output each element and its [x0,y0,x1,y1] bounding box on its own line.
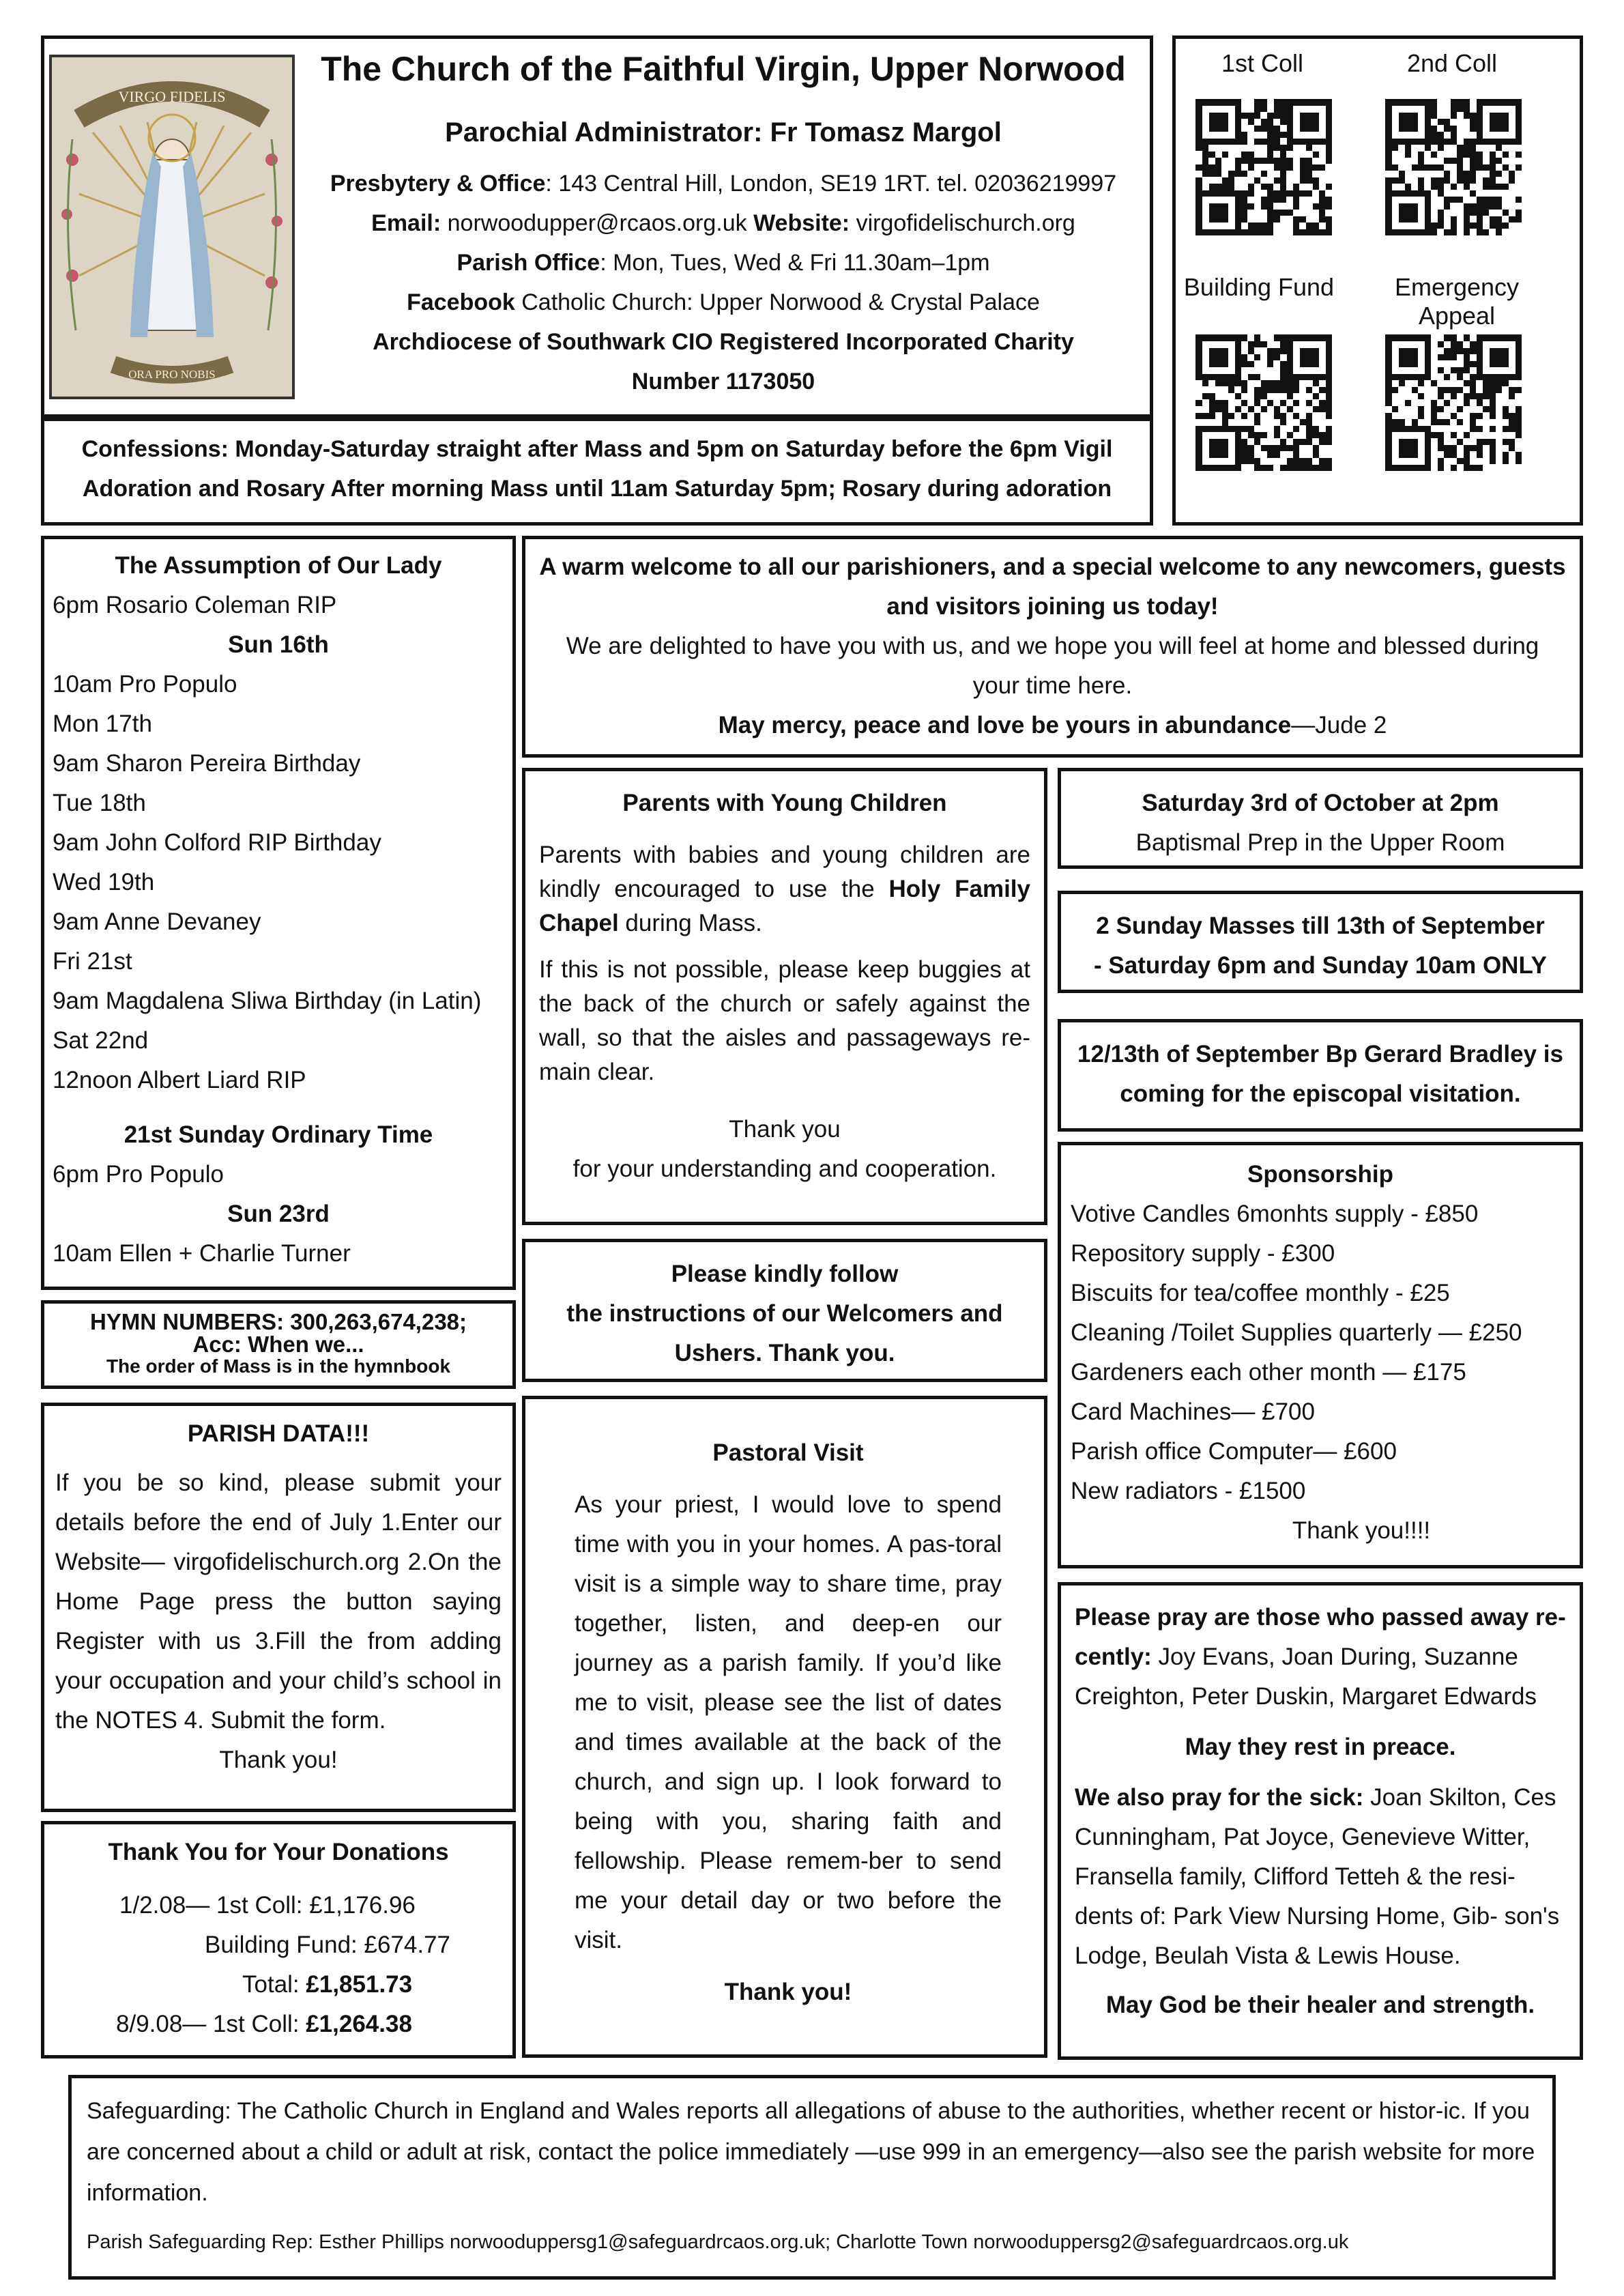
parish-data-box [41,1403,516,1812]
sponsorship-item: New radiators - £1500 [1071,1478,1306,1504]
mass-line: 9am Sharon Pereira Birthday [53,750,361,777]
email-link[interactable]: norwoodupper@rcaos.org.uk [441,210,754,236]
sponsorship-list [1071,1194,1570,1511]
mass-line: 10am Ellen + Charlie Turner [53,1240,351,1267]
mass-line: 9am John Colford RIP Birthday [53,829,381,856]
presbytery-line: Presbytery & Office: 143 Central Hill, London, SE19 1RT. tel. 02036219997 [330,171,1117,197]
deceased-list: Please pray are those who passed away re-cently: Joy Evans, Joan During, Suzanne Creighton, Peter Duskin, Margaret Edwards [1075,1604,1566,1710]
qr-label-emergency-appeal: Emergency Appeal [1394,273,1520,330]
church-title: The Church of the Faithful Virgin, Upper Norwood [321,50,1126,88]
welcomers-line-1: Please kindly follow [671,1261,899,1287]
welcomers-box [522,1239,1047,1382]
mass-line: 9am Magdalena Sliwa Birthday (in Latin) [53,988,482,1014]
welcome-box [522,536,1583,758]
welcome-line-1: A warm welcome to all our parishioners, and a special welcome to any newcomers, guests [539,554,1566,580]
madonna-illustration [52,57,292,397]
qr-code-emergency-appeal[interactable] [1385,334,1522,471]
mass-line: Mon 17th [53,711,152,737]
sunday-masses-line-1: 2 Sunday Masses till 13th of September [1096,913,1545,939]
mass-schedule-box [41,536,516,1290]
banner-top-text: VIRGO FIDELIS [118,88,226,105]
welcomers-line-3: Ushers. Thank you. [674,1340,895,1366]
sponsorship-item: Parish office Computer— £600 [1071,1438,1397,1465]
parents-box [522,768,1047,1225]
prayers-box [1058,1582,1583,2060]
hymn-note: The order of Mass is in the hymnbook [106,1355,451,1377]
safeguarding-box [68,2075,1556,2280]
rest-in-peace: May they rest in preace. [1185,1734,1456,1760]
sunday-masses-box [1058,891,1583,993]
sponsorship-thanks: Thank you!!!! [1292,1517,1431,1544]
sponsorship-item: Biscuits for tea/coffee monthly - £25 [1071,1280,1450,1306]
charity-line-2: Number 1173050 [631,369,815,394]
donation-line-2: Building Fund: £674.77 [205,1932,450,1958]
mass-line: 6pm Rosario Coleman RIP [53,592,337,618]
sponsorship-item: Cleaning /Toilet Supplies quarterly — £250 [1071,1319,1522,1346]
qr-code-1st-coll[interactable] [1195,99,1332,235]
parents-paragraph-1: Parents with babies and young children are kindly encouraged to use the Holy Family Chapel during Mass. [539,842,1030,936]
confessions-line-1: Confessions: Monday-Saturday straight after Mass and 5pm on Saturday before the 6pm Vigil [81,436,1113,462]
hymn-numbers-box [41,1300,516,1389]
qr-code-building-fund[interactable] [1195,334,1332,471]
welcome-line-5: May mercy, peace and love be yours in abundance—Jude 2 [718,712,1387,738]
email-line: Email: norwoodupper@rcaos.org.uk Website: virgofidelischurch.org [371,210,1075,236]
administrator: Parochial Administrator: Fr Tomasz Margol [445,117,1002,147]
parish-data-body: If you be so kind, please submit your details before the end of July 1.Enter our Website— virgofidelischurch.org 2.On the Home Page press the button saying Register with us 3.Fill the from adding your occupation and your child’s school in the NOTES 4. Submit the form. [55,1469,502,1734]
mass-heading-21st-sunday: 21st Sunday Ordinary Time [124,1121,433,1148]
welcome-line-3: We are delighted to have you with us, and we hope you will feel at home and blessed during [566,633,1539,659]
confessions-box [41,418,1153,526]
mass-line: 9am Anne Devaney [53,908,261,935]
sunday-masses-line-2: - Saturday 6pm and Sunday 10am ONLY [1094,952,1547,979]
pastoral-body: As your priest, I would love to spend time with you in your homes. A pas-toral visit is a simple way to share time, pray together, listen, and deep-en our journey as a parish family. If you’d like me to visit, please see the list of dates and times available at the back of the church, and sign up. I look forward to being with you, sharing faith and fellowship. Please remem-ber to send me your detail day or two before the visit. [575,1491,1002,1953]
sponsorship-item: Gardeners each other month — £175 [1071,1359,1466,1386]
mass-day-heading: Sun 16th [228,631,329,658]
sponsorship-heading: Sponsorship [1247,1161,1393,1188]
mass-lines [53,586,504,1100]
pastoral-heading: Pastoral Visit [712,1439,864,1466]
welcome-line-4: your time here. [972,672,1133,699]
parish-data-thanks: Thank you! [219,1747,338,1773]
pastoral-visit-box [522,1396,1047,2058]
pastoral-thanks: Thank you! [724,1979,852,2005]
parents-thanks-1: Thank you [729,1116,841,1143]
welcome-line-2: and visitors joining us today! [886,593,1219,620]
donations-box [41,1821,516,2058]
donation-line-1: 1/2.08— 1st Coll: £1,176.96 [119,1892,416,1919]
sponsorship-item: Votive Candles 6monhts supply - £850 [1071,1201,1479,1227]
healer-line: May God be their healer and strength. [1105,1992,1535,2018]
charity-line-1: Archdiocese of Southwark CIO Registered Incorporated Charity [373,329,1074,355]
sick-list: We also pray for the sick: Joan Skilton, Ces Cunningham, Pat Joyce, Genevieve Witter, Fransella family, Clifford Tetteh & the resi-dents of: Park View Nursing Home, Gib- son's Lodge, Beulah Vista & Lewis House. [1075,1784,1560,1969]
facebook-line: Facebook Catholic Church: Upper Norwood & Crystal Palace [407,289,1040,315]
mass-line: 10am Pro Populo [53,671,237,698]
qr-label-1st-coll: 1st Coll [1221,49,1304,77]
office-hours-line: Parish Office: Mon, Tues, Wed & Fri 11.30am–1pm [456,250,990,276]
safeguarding-body: Safeguarding: The Catholic Church in England and Wales reports all allegations of abuse to the authorities, whether recent or histor-ic. If you are concerned about a child or adult at risk, contact the police immediately —use 999 in an emergency—also see the parish website for more information. [87,2098,1535,2206]
mass-line: Fri 21st [53,948,132,975]
parish-data-heading: PARISH DATA!!! [187,1420,370,1447]
parents-paragraph-2: If this is not possible, please keep buggies at the back of the church or safely against the wall, so that the aisles and passageways re-main clear. [539,956,1030,1085]
donation-line-3: Total: £1,851.73 [242,1971,413,1998]
donation-line-4: 8/9.08— 1st Coll: £1,264.38 [116,2011,412,2037]
baptism-date: Saturday 3rd of October at 2pm [1142,790,1499,816]
virgo-fidelis-image [49,55,295,399]
safeguarding-reps: Parish Safeguarding Rep: Esther Phillips norwooduppersg1@safeguardrcaos.org.uk; Charlotte Town norwooduppersg2@safeguardrcaos.org.uk [87,2231,1349,2253]
sponsorship-box [1058,1142,1583,1568]
visitation-box [1058,1019,1583,1132]
parents-thanks-2: for your understanding and cooperation. [572,1156,997,1182]
banner-bottom-text: ORA PRO NOBIS [128,368,216,381]
confessions-line-2: Adoration and Rosary After morning Mass until 11am Saturday 5pm; Rosary during adoration [82,476,1112,502]
mass-heading-sun-23rd: Sun 23rd [227,1201,330,1227]
visitation-line-2: coming for the episcopal visitation. [1120,1080,1521,1107]
qr-label-building-fund: Building Fund [1183,273,1335,301]
mass-line: Sat 22nd [53,1027,149,1054]
mass-line: 6pm Pro Populo [53,1161,224,1188]
mass-line: 12noon Albert Liard RIP [53,1067,306,1093]
qr-label-2nd-coll: 2nd Coll [1406,49,1498,77]
hymn-acc: Acc: When we... [192,1332,364,1357]
sponsorship-item: Card Machines— £700 [1071,1398,1315,1425]
donations-heading: Thank You for Your Donations [108,1839,449,1865]
sponsorship-item: Repository supply - £300 [1071,1240,1335,1267]
mass-heading-assumption: The Assumption of Our Lady [115,552,442,579]
baptism-box [1058,768,1583,869]
mass-line: Tue 18th [53,790,146,816]
welcomers-line-2: the instructions of our Welcomers and [566,1300,1003,1327]
qr-code-2nd-coll[interactable] [1385,99,1522,235]
hymn-numbers: HYMN NUMBERS: 300,263,674,238; [89,1309,467,1334]
visitation-line-1: 12/13th of September Bp Gerard Bradley is [1077,1041,1563,1067]
parents-heading: Parents with Young Children [622,790,947,816]
baptism-desc: Baptismal Prep in the Upper Room [1135,829,1505,856]
mass-line: Wed 19th [53,869,155,895]
website-link[interactable]: virgofidelischurch.org [850,210,1075,236]
